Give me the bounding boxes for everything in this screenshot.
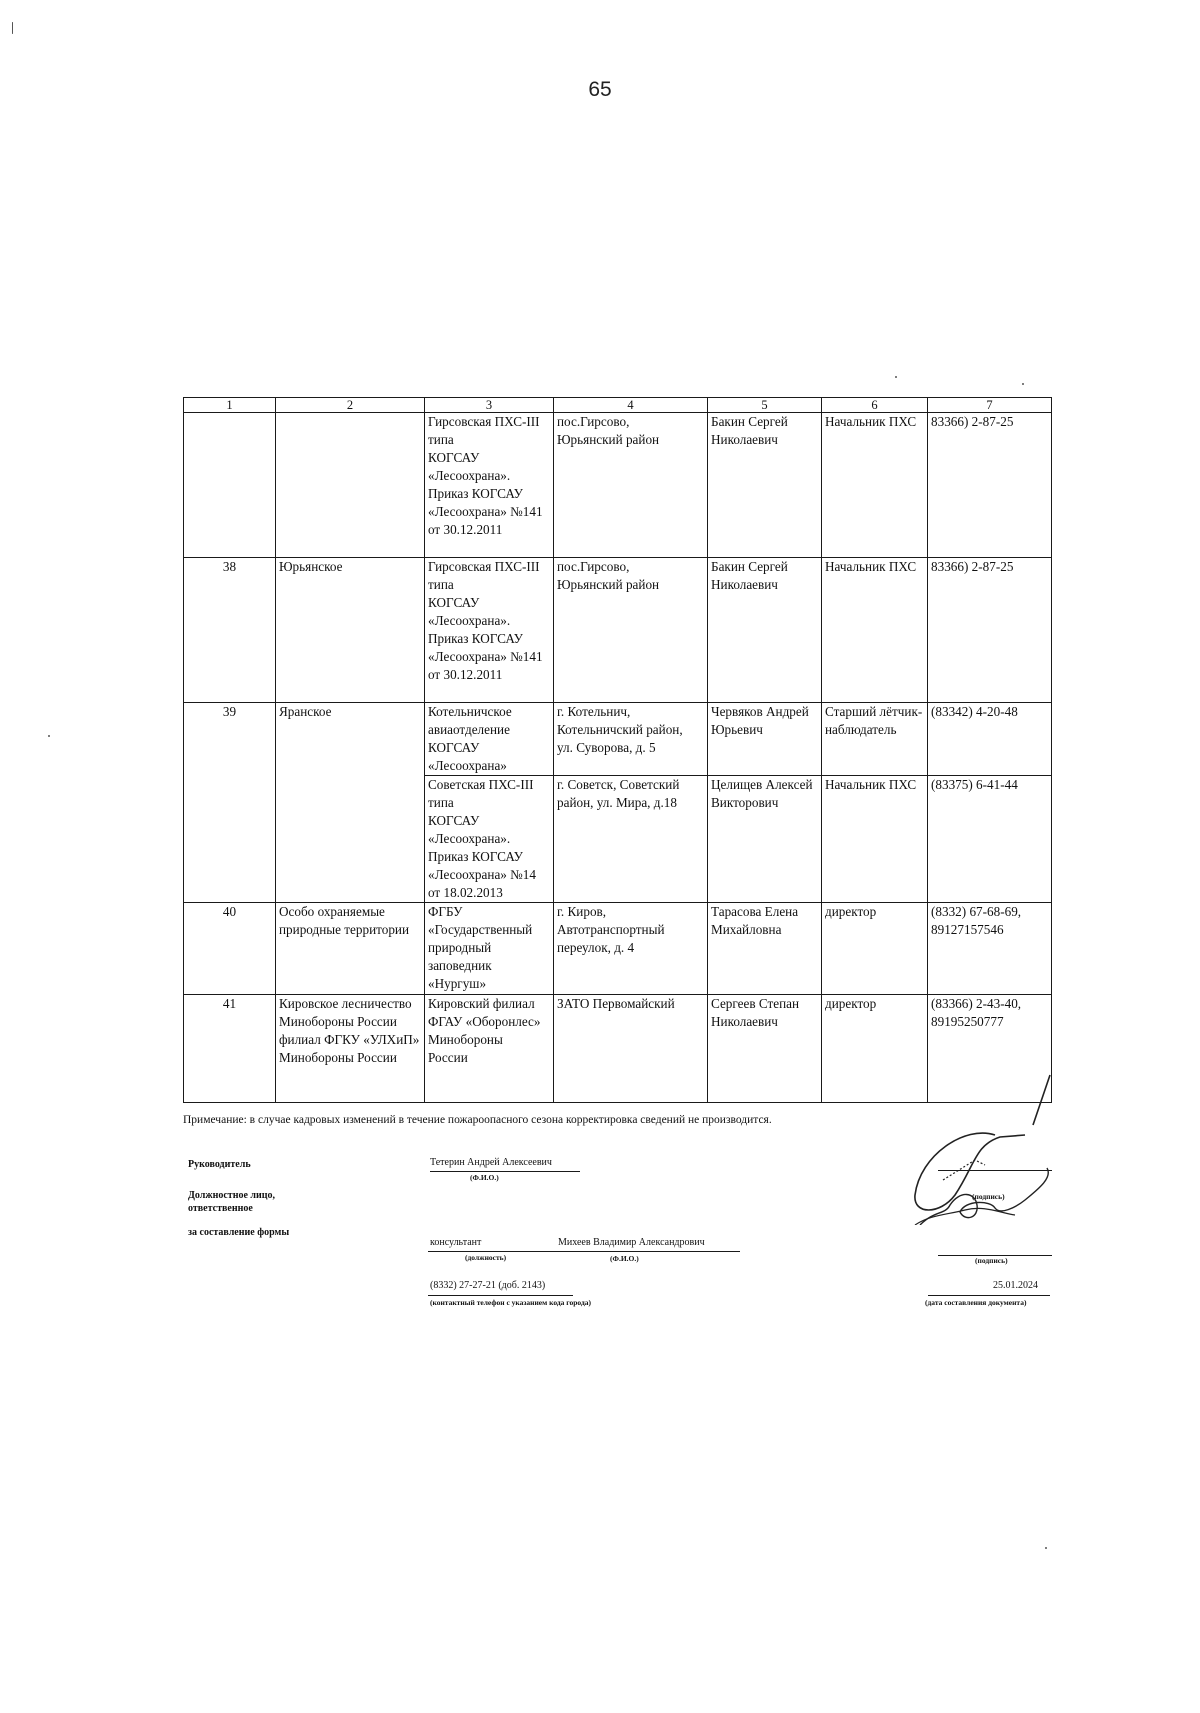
- person-cell: [708, 703, 822, 776]
- row-number: [184, 413, 276, 558]
- district-cell: [276, 413, 425, 558]
- table-row: [184, 703, 1052, 776]
- cell-line: «Лесоохрана».: [428, 468, 511, 483]
- scan-speck: [895, 376, 897, 378]
- phone-cell: [928, 413, 1052, 558]
- cell-line: г. Киров,: [557, 904, 607, 919]
- cell-line: от 30.12.2011: [428, 667, 503, 682]
- cell-line: Котельничское: [428, 704, 512, 719]
- cell-line: «Нургуш»: [428, 976, 487, 991]
- header-row: [184, 398, 1052, 413]
- column-header: 6: [822, 398, 928, 413]
- cell-line: директор: [825, 904, 877, 919]
- cell-line: Котельничский район,: [557, 722, 683, 737]
- person-cell: [708, 995, 822, 1103]
- cell-line: директор: [825, 996, 877, 1011]
- cell-line: ул. Суворова, д. 5: [557, 740, 656, 755]
- cell-line: г. Советск, Советский: [557, 777, 680, 792]
- cell-line: пос.Гирсово,: [557, 414, 630, 429]
- date-caption: (дата составления документа): [925, 1298, 1027, 1307]
- cell-line: Начальник ПХС: [825, 559, 917, 574]
- handwritten-signatures-image: [905, 1065, 1055, 1225]
- cell-line: Бакин Сергей: [711, 414, 788, 429]
- cell-line: Автотранспортный: [557, 922, 665, 937]
- position-cell: [822, 558, 928, 703]
- cell-line: (83375) 6-41-44: [931, 777, 1018, 792]
- cell-line: «Лесоохрана» №14: [428, 867, 536, 882]
- cell-line: район, ул. Мира, д.18: [557, 795, 677, 810]
- unit-cell: [425, 413, 554, 558]
- contact-phone: (8332) 27-27-21 (доб. 2143): [430, 1280, 546, 1291]
- cell-line: ЗАТО Первомайский: [557, 996, 675, 1011]
- official-label-line-1: Должностное лицо,: [188, 1190, 276, 1201]
- cell-line: «Лесоохрана».: [428, 613, 511, 628]
- cell-line: ФГАУ «Оборонлес»: [428, 1014, 541, 1029]
- person-cell: [708, 413, 822, 558]
- phone-cell: [928, 776, 1052, 903]
- cell-line: России: [428, 1050, 468, 1065]
- cell-line: Викторович: [711, 795, 779, 810]
- cell-line: заповедник: [428, 958, 492, 973]
- cell-line: типа: [428, 432, 454, 447]
- person-cell: [708, 903, 822, 995]
- head-signature-stroke-2: [943, 1160, 985, 1180]
- cell-line: Гирсовская ПХС-III: [428, 559, 540, 574]
- cell-line: переулок, д. 4: [557, 940, 635, 955]
- head-signature-stroke: [915, 1075, 1050, 1210]
- page-number: 65: [588, 78, 612, 101]
- column-header: 1: [184, 398, 276, 413]
- document-date: 25.01.2024: [993, 1280, 1038, 1291]
- person-cell: [708, 558, 822, 703]
- district-cell: Кировское лесничество Минобороны России филиал ФГКУ «УЛХиП» Минобороны России: [276, 995, 425, 1103]
- cell-line: Начальник ПХС: [825, 777, 917, 792]
- cell-line: Юрьянский район: [557, 432, 660, 447]
- register-table: [183, 397, 1052, 1103]
- position-caption: (должность): [465, 1253, 507, 1262]
- cell-line: г. Котельнич,: [557, 704, 631, 719]
- address-cell: [554, 413, 708, 558]
- cell-line: Старший лётчик-: [825, 704, 923, 719]
- cell-line: Минобороны: [428, 1032, 503, 1047]
- unit-cell: [425, 995, 554, 1103]
- position-cell: [822, 903, 928, 995]
- column-header: 7: [928, 398, 1052, 413]
- address-cell: [554, 776, 708, 903]
- cell-line: КОГСАУ: [428, 595, 480, 610]
- phone-cell: [928, 558, 1052, 703]
- cell-line: Бакин Сергей: [711, 559, 788, 574]
- cell-line: Гирсовская ПХС-III: [428, 414, 540, 429]
- district-cell: Яранское: [276, 703, 425, 903]
- date-underline: [928, 1295, 1050, 1296]
- cell-line: Николаевич: [711, 577, 778, 592]
- cell-line: 83366) 2-87-25: [931, 414, 1014, 429]
- phone-cell: [928, 903, 1052, 995]
- column-header: 4: [554, 398, 708, 413]
- cell-line: Приказ КОГСАУ: [428, 849, 524, 864]
- position-cell: [822, 703, 928, 776]
- scan-speck: [1022, 383, 1024, 385]
- unit-cell: [425, 558, 554, 703]
- cell-line: типа: [428, 795, 454, 810]
- scan-speck: [1045, 1547, 1047, 1549]
- cell-line: КОГСАУ: [428, 450, 480, 465]
- column-header: 2: [276, 398, 425, 413]
- cell-line: Кировский филиал: [428, 996, 535, 1011]
- cell-line: «Лесоохрана» №141: [428, 649, 543, 664]
- position-cell: [822, 413, 928, 558]
- person-cell: [708, 776, 822, 903]
- cell-line: типа: [428, 577, 454, 592]
- unit-cell: [425, 703, 554, 776]
- cell-line: «Лесоохрана»: [428, 758, 507, 773]
- cell-line: Николаевич: [711, 432, 778, 447]
- district-cell: Юрьянское: [276, 558, 425, 703]
- cell-line: (83342) 4-20-48: [931, 704, 1018, 719]
- official-label-line-3: за составление формы: [188, 1227, 290, 1238]
- cell-line: «Лесоохрана» №141: [428, 504, 543, 519]
- cell-line: 89127157546: [931, 922, 1004, 937]
- unit-cell: [425, 776, 554, 903]
- head-name-underline: [430, 1171, 580, 1172]
- position-cell: [822, 776, 928, 903]
- cell-line: Юрьянский район: [557, 577, 660, 592]
- address-cell: [554, 903, 708, 995]
- column-header: 5: [708, 398, 822, 413]
- official-signature-stroke: [920, 1168, 1048, 1225]
- cell-line: КОГСАУ: [428, 740, 480, 755]
- unit-cell: [425, 903, 554, 995]
- cell-line: от 30.12.2011: [428, 522, 503, 537]
- cell-line: 83366) 2-87-25: [931, 559, 1014, 574]
- row-number: 41: [184, 995, 276, 1103]
- cell-line: Червяков Андрей: [711, 704, 809, 719]
- official-fio-caption: (Ф.И.О.): [610, 1254, 639, 1263]
- official-signature-caption: (подпись): [975, 1256, 1008, 1265]
- cell-line: ФГБУ: [428, 904, 463, 919]
- table-row: [184, 558, 1052, 703]
- cell-line: Начальник ПХС: [825, 414, 917, 429]
- cell-line: от 18.02.2013: [428, 885, 503, 900]
- table-row: [184, 413, 1052, 558]
- cell-line: «Лесоохрана».: [428, 831, 511, 846]
- cell-line: Сергеев Степан: [711, 996, 800, 1011]
- address-cell: [554, 558, 708, 703]
- cell-line: природный: [428, 940, 492, 955]
- cell-line: пос.Гирсово,: [557, 559, 630, 574]
- address-cell: [554, 703, 708, 776]
- cell-line: Приказ КОГСАУ: [428, 486, 524, 501]
- phone-caption: (контактный телефон с указанием кода города): [430, 1298, 591, 1307]
- head-name: Тетерин Андрей Алексеевич: [430, 1157, 552, 1168]
- head-label: Руководитель: [188, 1159, 251, 1170]
- phone-underline: [428, 1295, 573, 1296]
- cell-line: (8332) 67-68-69,: [931, 904, 1022, 919]
- cell-line: Целищев Алексей: [711, 777, 813, 792]
- table-row: [184, 903, 1052, 995]
- official-label-line-2: ответственное: [188, 1203, 253, 1214]
- cell-line: (83366) 2-43-40,: [931, 996, 1022, 1011]
- official-underline: [428, 1251, 740, 1252]
- head-fio-caption: (Ф.И.О.): [470, 1173, 499, 1182]
- cell-line: Николаевич: [711, 1014, 778, 1029]
- cell-line: Тарасова Елена: [711, 904, 799, 919]
- official-name: Михеев Владимир Александрович: [558, 1237, 705, 1248]
- cell-line: КОГСАУ: [428, 813, 480, 828]
- row-number: 38: [184, 558, 276, 703]
- head-signature-caption: (подпись): [972, 1192, 1005, 1201]
- address-cell: [554, 995, 708, 1103]
- cell-line: 89195250777: [931, 1014, 1004, 1029]
- cell-line: Михайловна: [711, 922, 782, 937]
- cell-line: Приказ КОГСАУ: [428, 631, 524, 646]
- official-position: консультант: [430, 1237, 482, 1248]
- cell-line: авиаотделение: [428, 722, 510, 737]
- footnote: Примечание: в случае кадровых изменений в течение пожароопасного сезона корректировка сведений не производится.: [183, 1114, 772, 1126]
- column-header: 3: [425, 398, 554, 413]
- phone-cell: [928, 703, 1052, 776]
- row-number: 39: [184, 703, 276, 903]
- cell-line: наблюдатель: [825, 722, 897, 737]
- row-number: 40: [184, 903, 276, 995]
- cell-line: Юрьевич: [711, 722, 763, 737]
- cell-line: «Государственный: [428, 922, 533, 937]
- cell-line: Советская ПХС-III: [428, 777, 534, 792]
- scan-speck: [48, 735, 50, 737]
- district-cell: Особо охраняемые природные территории: [276, 903, 425, 995]
- scan-speck: [12, 22, 13, 34]
